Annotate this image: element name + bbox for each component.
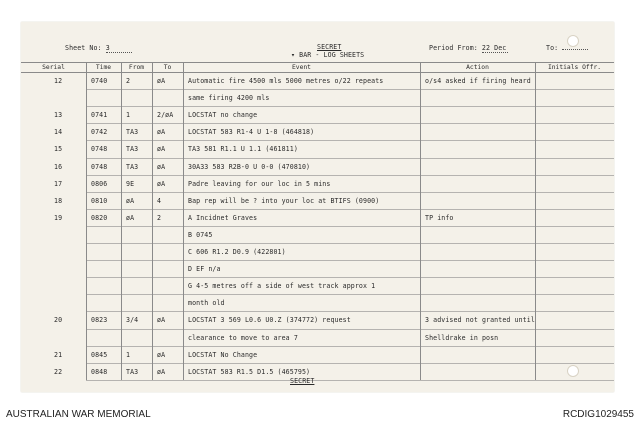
- classification-bottom: SECRET: [290, 377, 315, 385]
- row-rule: [86, 363, 614, 364]
- to-cell: øA: [157, 367, 166, 376]
- column-header: From: [128, 63, 145, 71]
- log-sheet-card: [21, 22, 614, 392]
- to-cell: 2: [157, 213, 162, 222]
- period-to-value: [562, 49, 588, 50]
- classification-top: SECRET: [317, 43, 342, 51]
- event-cell: Padre leaving for our loc in 5 mins: [188, 179, 331, 188]
- time-cell: 0845: [91, 350, 108, 359]
- period-from: [429, 44, 508, 53]
- from-cell: 9E: [126, 179, 135, 188]
- serial-cell: 17: [54, 179, 63, 188]
- row-rule: [86, 243, 614, 244]
- punch-hole: [567, 365, 579, 377]
- event-cell: LOCSTAT 583 R1.5 D1.5 (465795): [188, 367, 311, 376]
- row-rule: [86, 226, 614, 227]
- serial-cell: 14: [54, 128, 63, 137]
- time-cell: 0823: [91, 316, 108, 325]
- from-cell: øA: [126, 213, 135, 222]
- from-cell: TA3: [126, 367, 139, 376]
- event-cell: LOCSTAT no change: [188, 111, 258, 120]
- column-divider: [535, 62, 536, 380]
- event-cell: month old: [188, 299, 225, 308]
- event-cell: same firing 4200 mls: [188, 94, 270, 103]
- row-rule: [86, 277, 614, 278]
- row-rule: [86, 346, 614, 347]
- sheet-no-label: Sheet No:: [65, 44, 102, 52]
- row-rule: [86, 175, 614, 176]
- event-cell: D EF n/a: [188, 265, 221, 274]
- to-cell: 2/øA: [157, 111, 174, 120]
- row-rule: [86, 89, 614, 90]
- action-cell: TP info: [425, 213, 454, 222]
- time-cell: 0806: [91, 179, 108, 188]
- serial-cell: 18: [54, 196, 63, 205]
- from-cell: TA3: [126, 128, 139, 137]
- sheet-no: [65, 44, 132, 53]
- serial-cell: 16: [54, 162, 63, 171]
- event-cell: C 606 R1.2 D0.9 (422801): [188, 248, 286, 256]
- event-cell: LOCSTAT 583 R1-4 U 1-8 (464818): [188, 128, 315, 137]
- serial-cell: 20: [54, 316, 63, 325]
- period-from-value: 22 Dec: [481, 44, 507, 52]
- serial-cell: 22: [54, 367, 63, 376]
- event-cell: LOCSTAT 3 569 L0.6 U0.Z (374772) request: [188, 316, 351, 325]
- from-cell: 3/4: [126, 316, 139, 325]
- event-cell: A Incidnet Graves: [188, 213, 258, 222]
- serial-cell: 12: [54, 77, 63, 85]
- row-rule: [86, 192, 614, 193]
- row-rule: [86, 311, 614, 312]
- row-rule: [86, 123, 614, 124]
- to-cell: øA: [157, 316, 166, 325]
- column-header: Serial: [42, 63, 65, 71]
- to-cell: øA: [157, 179, 166, 188]
- column-divider: [183, 62, 184, 380]
- serial-cell: 13: [54, 111, 63, 120]
- column-header: To: [163, 63, 172, 71]
- time-cell: 0848: [91, 367, 108, 376]
- event-cell: TA3 581 R1.1 U 1.1 (461811): [188, 145, 298, 154]
- from-cell: TA3: [126, 145, 139, 154]
- from-cell: 1: [126, 111, 131, 120]
- row-rule: [86, 380, 614, 381]
- row-rule: [86, 329, 614, 330]
- time-cell: 0748: [91, 145, 108, 154]
- event-cell: clearance to move to area 7: [188, 333, 298, 342]
- event-cell: G 4-5 metres off a side of west track approx 1: [188, 282, 376, 291]
- time-cell: 0810: [91, 196, 108, 205]
- to-cell: 4: [157, 196, 162, 205]
- column-divider: [86, 62, 87, 380]
- event-cell: Bap rep will be ? into your loc at BTIFS (0900): [188, 196, 380, 205]
- header-bottom-rule: [21, 72, 614, 73]
- column-header: Initials Offr.: [547, 63, 602, 71]
- to-cell: øA: [157, 145, 166, 154]
- period-from-label: Period From:: [429, 44, 478, 52]
- log-title: ▾ BAR - LOG SHEETS: [291, 51, 365, 59]
- from-cell: 1: [126, 350, 131, 359]
- to-cell: øA: [157, 77, 166, 85]
- row-rule: [86, 140, 614, 141]
- row-rule: [86, 260, 614, 261]
- column-header: Action: [466, 63, 489, 71]
- sheet-no-value: 3: [106, 44, 132, 53]
- column-divider: [152, 62, 153, 380]
- log-title-text: BAR - LOG SHEETS: [299, 51, 365, 59]
- column-divider: [420, 62, 421, 380]
- event-cell: Automatic fire 4500 mls 5000 metres o/22 repeats: [188, 77, 384, 85]
- serial-cell: 15: [54, 145, 63, 154]
- action-cell: 3 advised not granted until: [425, 316, 535, 325]
- event-cell: LOCSTAT No Change: [188, 350, 258, 359]
- row-rule: [86, 294, 614, 295]
- from-cell: 2: [126, 77, 131, 85]
- event-cell: 30A33 583 R2B-0 U 0-0 (470810): [188, 162, 311, 171]
- serial-cell: 21: [54, 350, 63, 359]
- serial-cell: 19: [54, 213, 63, 222]
- period-to: [546, 44, 588, 52]
- from-cell: TA3: [126, 162, 139, 171]
- column-divider: [121, 62, 122, 380]
- to-cell: øA: [157, 350, 166, 359]
- action-cell: o/s4 asked if firing heard: [425, 77, 531, 85]
- event-cell: B 0745: [188, 230, 213, 239]
- time-cell: 0748: [91, 162, 108, 171]
- time-cell: 0741: [91, 111, 108, 120]
- to-cell: øA: [157, 128, 166, 137]
- archive-credit: AUSTRALIAN WAR MEMORIAL: [6, 409, 151, 420]
- from-cell: øA: [126, 196, 135, 205]
- time-cell: 0820: [91, 213, 108, 222]
- period-to-label: To:: [546, 44, 559, 52]
- column-header: Event: [292, 63, 311, 71]
- time-cell: 0740: [91, 77, 108, 85]
- row-rule: [86, 106, 614, 107]
- time-cell: 0742: [91, 128, 108, 137]
- row-rule: [86, 158, 614, 159]
- column-header: Time: [95, 63, 112, 71]
- archive-reference: RCDIG1029455: [562, 409, 634, 420]
- to-cell: øA: [157, 162, 166, 171]
- row-rule: [86, 209, 614, 210]
- action-cell: Shelldrake in posn: [425, 333, 499, 342]
